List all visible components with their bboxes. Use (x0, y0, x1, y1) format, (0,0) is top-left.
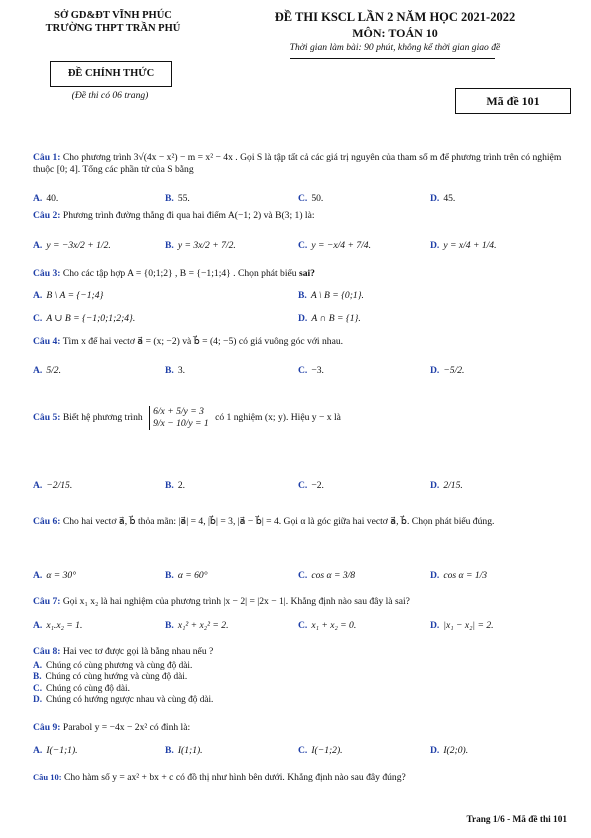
question-text: Tìm x để hai vectơ a⃗ = (x; −2) và b⃗ = (4; −5) có giá vuông góc với nhau. (62, 336, 344, 347)
q8-options (33, 661, 213, 707)
q3-option-b: B. A \ B = {0;1}. (298, 290, 364, 301)
question-text: Parabol y = −4x − 2x² có đỉnh là: (62, 722, 191, 733)
q7-option-c: C. x₁ + x₂ = 0. (298, 620, 357, 631)
question-8: Câu 8: Hai vec tơ được gọi là bằng nhau nếu ? (33, 646, 214, 657)
q2-option-a: A. y = −3x/2 + 1/2. (33, 240, 111, 251)
q8-option-c: C. Chúng có cùng độ dài. (33, 683, 130, 694)
school-name: TRƯỜNG THPT TRẦN PHÚ (45, 22, 181, 34)
q8-option-b: B. Chúng có cùng hướng và cùng độ dài. (33, 672, 188, 683)
q4-option-d: D. −5/2. (430, 365, 465, 376)
official-badge: ĐỀ CHÍNH THỨC (50, 61, 172, 87)
question-text: Cho hai vectơ a⃗, b⃗ thỏa mãn: |a⃗| = 4, |b⃗| = 3, |a⃗ − b⃗| = 4. Gọi α là góc giữa hai vectơ a⃗, b⃗. Chọn phát biểu đúng. (62, 516, 495, 527)
page-count-note: (Đề thi có 06 trang) (71, 90, 149, 101)
question-text: Phương trình đường thẳng đi qua hai điểm A(−1; 2) và B(3; 1) là: (62, 210, 315, 221)
q5-option-d: D. 2/15. (430, 480, 463, 491)
q9-option-a: A. I(−1;1). (33, 745, 78, 756)
q7-option-a: A. x₁.x₂ = 1. (33, 620, 83, 631)
time-note: Thời gian làm bài: 90 phút, không kể thời gian giao đề (289, 42, 501, 53)
q9-option-b: B. I(1;1). (165, 745, 203, 756)
q2-option-c: C. y = −x/4 + 7/4. (298, 240, 371, 251)
question-4: Câu 4: Tìm x để hai vectơ a⃗ = (x; −2) và b⃗ = (4; −5) có giá vuông góc với nhau. (33, 336, 344, 347)
q4-option-a: A. 5/2. (33, 365, 61, 376)
question-text: Cho hàm số y = ax² + bx + c có đồ thị như hình bên dưới. Khẳng định nào sau đây đúng? (63, 772, 406, 783)
question-7: Câu 7: Gọi x₁ x₂ là hai nghiệm của phương trình |x − 2| = |2x − 1|. Khẳng định nào sau đây là sai? (33, 596, 410, 607)
q1-option-c: C. 50. (298, 193, 324, 204)
q8-option-d: D. Chúng có hướng ngược nhau và cùng độ dài. (33, 695, 214, 706)
q4-option-b: B. 3. (165, 365, 186, 376)
exam-title: ĐỀ THI KSCL LẦN 2 NĂM HỌC 2021-2022 (274, 10, 516, 24)
q6-option-a: A. α = 30° (33, 570, 77, 581)
question-5: Câu 5: Biết hệ phương trình 6/x + 5/y = 3 9/x − 10/y = 1 có 1 nghiệm (x; y). Hiệu y − x là (33, 406, 341, 429)
page-footer: Trang 1/6 - Mã đề thi 101 (466, 815, 567, 825)
q5-option-c: C. −2. (298, 480, 324, 491)
q4-option-c: C. −3. (298, 365, 324, 376)
header-left (18, 10, 208, 35)
question-text: Cho phương trình 3√(4x − x²) − m = x² − 4x . Gọi S là tập tất cả các giá trị nguyên của tham số m để phương trình trên có nghiệm thuộc [0; 4]. Tổng các phần tử của S bằng (33, 152, 562, 175)
title-underline (290, 58, 495, 59)
q2-option-b: B. y = 3x/2 + 7/2. (165, 240, 236, 251)
question-10: Câu 10: Cho hàm số y = ax² + bx + c có đồ thị như hình bên dưới. Khẳng định nào sau đây đúng? (33, 772, 406, 783)
q6-option-d: D. cos α = 1/3 (430, 570, 488, 581)
q6-option-c: C. cos α = 3/8 (298, 570, 356, 581)
question-text: Hai vec tơ được gọi là bằng nhau nếu ? (62, 646, 214, 657)
question-text: Cho các tập hợp A = {0;1;2} , B = {−1;1;4} . Chọn phát biểu (62, 268, 297, 279)
q7-option-d: D. |x₁ − x₂| = 2. (430, 620, 494, 631)
q3-option-a: A. B \ A = {−1;4} (33, 290, 104, 301)
q1-option-a: A. 40. (33, 193, 59, 204)
q9-option-c: C. I(−1;2). (298, 745, 343, 756)
q3-option-c: C. A ∪ B = {−1;0;1;2;4}. (33, 313, 136, 324)
equation-system: 6/x + 5/y = 3 9/x − 10/y = 1 (149, 406, 209, 430)
q1-option-b: B. 55. (165, 193, 190, 204)
question-text: Gọi x₁ x₂ là hai nghiệm của phương trình |x − 2| = |2x − 1|. Khẳng định nào sau đây là sai? (62, 596, 410, 607)
q9-option-d: D. I(2;0). (430, 745, 469, 756)
question-3: Câu 3: Cho các tập hợp A = {0;1;2} , B = {−1;1;4} . Chọn phát biểu sai? (33, 268, 315, 279)
question-6: Câu 6: Cho hai vectơ a⃗, b⃗ thỏa mãn: |a⃗| = 4, |b⃗| = 3, |a⃗ − b⃗| = 4. Gọi α là góc giữa hai vectơ a⃗, b⃗. Chọn phát biểu đúng. (33, 516, 495, 527)
q8-option-a: A. Chúng có cùng phương và cùng độ dài. (33, 661, 193, 671)
q3-option-d: D. A ∩ B = {1}. (298, 313, 361, 324)
department-name: SỞ GD&ĐT VĨNH PHÚC (54, 10, 172, 21)
q5-option-a: A. −2/15. (33, 480, 73, 491)
exam-code-badge: Mã đề 101 (455, 88, 571, 114)
q6-option-b: B. α = 60° (165, 570, 208, 581)
q5-option-b: B. 2. (165, 480, 186, 491)
subject-name: MÔN: TOÁN 10 (352, 26, 438, 40)
q7-option-b: B. x₁² + x₂² = 2. (165, 620, 229, 631)
question-text-tail: có 1 nghiệm (x; y). Hiệu y − x là (215, 412, 341, 424)
q1-option-d: D. 45. (430, 193, 456, 204)
question-9: Câu 9: Parabol y = −4x − 2x² có đỉnh là: (33, 722, 191, 733)
question-text: Biết hệ phương trình (62, 412, 143, 424)
question-2: Câu 2: Phương trình đường thẳng đi qua hai điểm A(−1; 2) và B(3; 1) là: (33, 210, 315, 221)
question-1: Câu 1: Cho phương trình 3√(4x − x²) − m = x² − 4x . Gọi S là tập tất cả các giá trị nguyên của tham số m để phương trình trên có nghiệm thuộc [0; 4]. Tổng các phần tử của S bằng (33, 152, 562, 175)
q2-option-d: D. y = x/4 + 1/4. (430, 240, 497, 251)
